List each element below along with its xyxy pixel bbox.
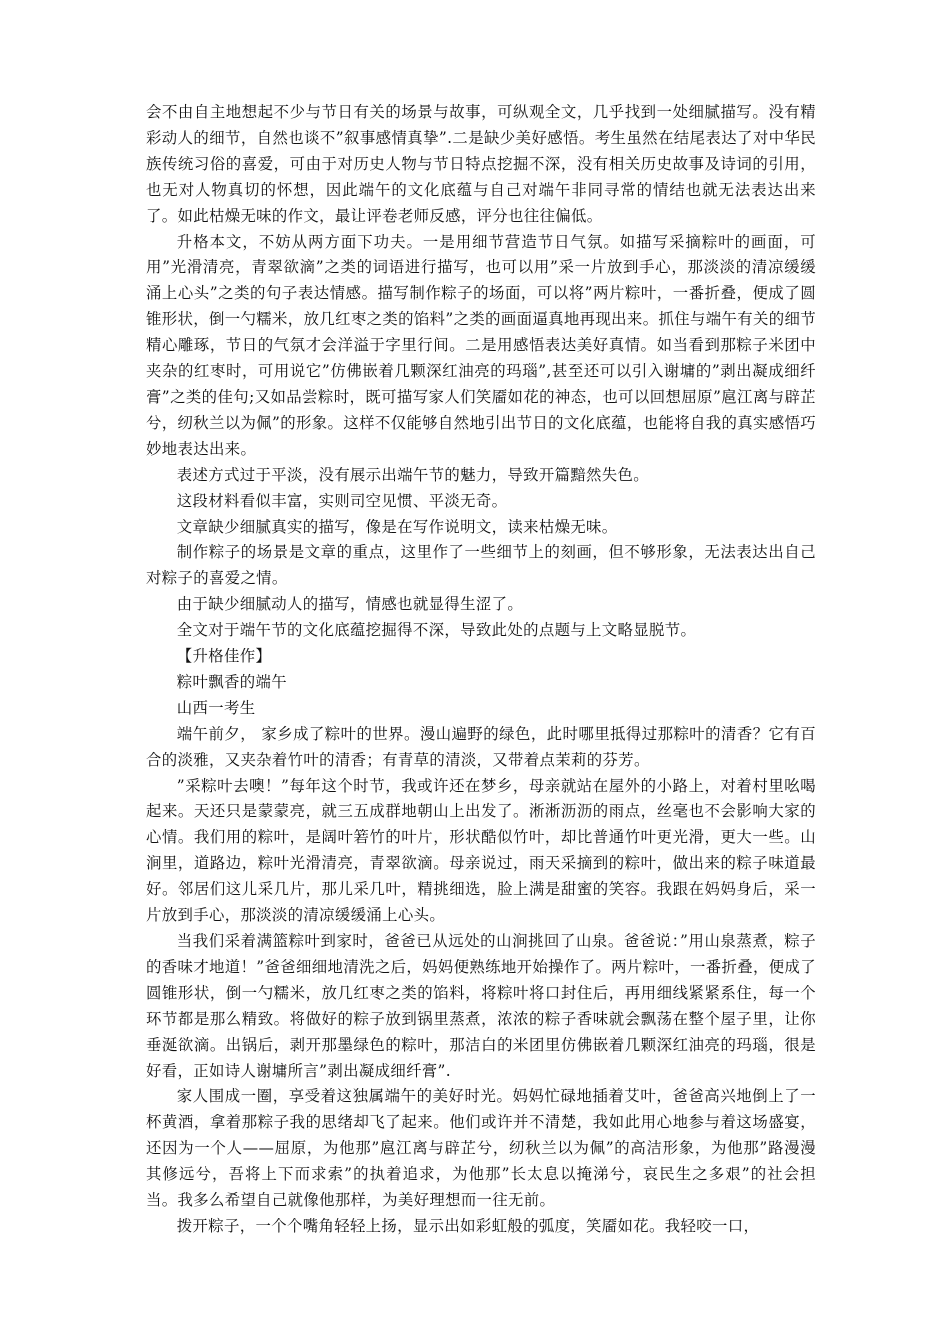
comment-paragraph: 全文对于端午节的文化底蕴挖掘得不深，导致此处的点题与上文略显脱节。	[176, 621, 697, 640]
document-page	[146, 100, 816, 1240]
comment-paragraph: 制作粽子的场景是文章的重点，这里作了一些细节上的刻画，但不够形象，无法表达出自己对粽子的喜爱之情。	[146, 543, 816, 588]
comment-paragraph: 这段材料看似丰富，实则司空见惯、平淡无奇。	[176, 491, 508, 510]
essay-paragraph: 拨开粽子，一个个嘴角轻轻上扬，显示出如彩虹般的弧度，笑靥如花。我轻咬一口，	[176, 1216, 760, 1235]
comment-paragraph: 文章缺少细腻真实的描写，像是在写作说明文，读来枯燥无味。	[176, 517, 618, 536]
paragraph: 升格本文，不妨从两方面下功夫。一是用细节营造节日气氛。如描写采摘粽叶的画面，可用”光滑清亮，青翠欲滴”之类的词语进行描写，也可以用”采一片放到手心，那淡淡的清凉缓缓涌上心头”之类的句子表达情感。描写制作粽子的场面，可以将”两片粽叶，一番折叠，便成了圆锥形状，倒一勺糯米，放几红枣之类的馅料”之类的画面逼真地再现出来。抓住与端午有关的细节精心雕琢，节日的气氛才会洋溢于字里行间。二是用感悟表达美好真情。如当看到那粽子米团中夹杂的红枣时，可用说它”仿佛嵌着几颗深红油亮的玛瑙”,甚至还可以引入谢墉的”剥出凝成细纤膏”之类的佳句;又如品尝粽时，既可描写家人们笑靥如花的神态，也可以回想屈原”扈江离与辟芷兮，纫秋兰以为佩”的形象。这样不仅能够自然地引出节日的文化底蕴，也能将自我的真实感悟巧妙地表达出来。	[146, 232, 816, 458]
comment-paragraph: 由于缺少细腻动人的描写，情感也就显得生涩了。	[176, 595, 524, 614]
section-heading: 【升格佳作】	[176, 647, 272, 666]
essay-author: 山西一考生	[176, 698, 256, 717]
essay-title: 粽叶飘香的端午	[176, 672, 287, 691]
essay-paragraph: 当我们采着满篮粽叶到家时，爸爸已从远处的山涧挑回了山泉。爸爸说：”用山泉蒸煮，粽子的香味才地道！”爸爸细细地清洗之后，妈妈便熟练地开始操作了。两片粽叶，一番折叠，便成了圆锥形状，倒一勺糯米，放几红枣之类的馅料，将粽叶将口封住后，再用细线紧紧系住，每一个环节都是那么精致。将做好的粽子放到锅里蒸煮，浓浓的粽子香味就会飘荡在整个屋子里，让你垂涎欲滴。出锅后，剥开那墨绿色的粽叶，那洁白的米团里仿佛嵌着几颗深红油亮的玛瑙，很是好看，正如诗人谢墉所言”剥出凝成细纤膏”.	[146, 932, 816, 1080]
essay-paragraph: 端午前夕， 家乡成了粽叶的世界。漫山遍野的绿色，此时哪里抵得过那粽叶的清香？它有百合的淡雅，又夹杂着竹叶的清香；有青草的清淡，又带着点茉莉的芬芳。	[146, 724, 816, 769]
essay-paragraph: 家人围成一圈，享受着这独属端午的美好时光。妈妈忙碌地插着艾叶，爸爸高兴地倒上了一杯黄酒，拿着那粽子我的思绪却飞了起来。他们或许并不清楚，我如此用心地参与着这场盛宴，还因为一个人——屈原，为他那”扈江离与辟芷兮，纫秋兰以为佩”的高洁形象，为他那”路漫漫其修远兮，吾将上下而求索”的执着追求，为他那”长太息以掩涕兮，哀民生之多艰”的社会担当。我多么希望自己就像他那样，为美好理想而一往无前。	[146, 1087, 816, 1210]
paragraph: 会不由自主地想起不少与节日有关的场景与故事，可纵观全文，几乎找到一处细腻描写。没有精彩动人的细节，自然也谈不”叙事感情真挚”.二是缺少美好感悟。考生虽然在结尾表达了对中华民族传统习俗的喜爱，可由于对历史人物与节日特点挖掘不深，没有相关历史故事及诗词的引用，也无对人物真切的怀想，因此端午的文化底蕴与自己对端午非同寻常的情结也就无法表达出来了。如此枯燥无味的作文，最让评卷老师反感，评分也往往偏低。	[146, 103, 816, 225]
essay-paragraph: ”采粽叶去噢！”每年这个时节，我或许还在梦乡，母亲就站在屋外的小路上，对着村里吆喝起来。天还只是蒙蒙亮，就三五成群地朝山上出发了。淅淅沥沥的雨点，丝毫也不会影响大家的心情。我们用的粽叶，是阔叶箬竹的叶片，形状酷似竹叶，却比普通竹叶更光滑，更大一些。山涧里，道路边，粽叶光滑清亮，青翠欲滴。母亲说过，雨天采摘到的粽叶，做出来的粽子味道最好。邻居们这儿采几片，那儿采几叶，精挑细选，脸上满是甜蜜的笑容。我跟在妈妈身后，采一片放到手心，那淡淡的清凉缓缓涌上心头。	[146, 776, 816, 925]
comment-paragraph: 表述方式过于平淡，没有展示出端午节的魅力，导致开篇黯然失色。	[176, 465, 650, 484]
